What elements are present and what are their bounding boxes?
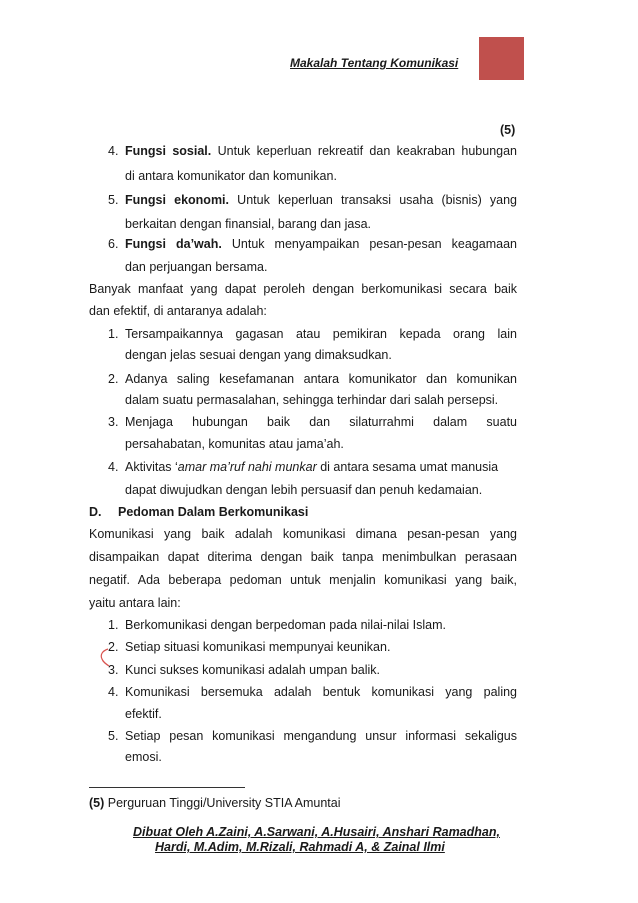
paragraph-line: dan efektif, di antaranya adalah:: [89, 304, 267, 318]
list-item-line: Setiap pesan komunikasi mengandung unsur informasi sekaligus: [125, 729, 517, 743]
list-item-line: Adanya saling kesefamanan antara komunikator dan komunikan: [125, 372, 517, 386]
list-item-line: dengan jelas sesuai dengan yang dimaksudkan.: [125, 348, 392, 362]
running-header-title: Makalah Tentang Komunikasi: [290, 56, 459, 70]
list-number: 1.: [108, 327, 119, 341]
list-item-line: di antara komunikator dan komunikan.: [125, 169, 337, 183]
footer-authors-line: Dibuat Oleh A.Zaini, A.Sarwani, A.Husairi, Anshari Ramadhan,: [133, 825, 500, 839]
list-item-line: Aktivitas ‘amar ma’ruf nahi munkar di antara sesama umat manusia: [125, 460, 499, 474]
paragraph-line: Banyak manfaat yang dapat peroleh dengan berkomunikasi secara baik: [89, 282, 517, 296]
annotation-mark-icon: [98, 647, 110, 669]
paragraph-line: yaitu antara lain:: [89, 596, 181, 610]
list-item-line: Fungsi ekonomi. Untuk keperluan transaksi usaha (bisnis) yang: [125, 193, 517, 207]
list-item-line: Menjaga hubungan baik dan silaturrahmi dalam suatu: [125, 415, 517, 429]
list-item-line: Berkomunikasi dengan berpedoman pada nilai-nilai Islam.: [125, 618, 447, 632]
list-item-line: persahabatan, komunitas atau jama’ah.: [125, 437, 344, 451]
section-label: D.: [89, 505, 102, 519]
list-item-line: dan perjuangan bersama.: [125, 260, 268, 274]
list-number: 4.: [108, 685, 119, 699]
list-number: 6.: [108, 237, 119, 251]
list-item-line: emosi.: [125, 750, 162, 764]
list-item-line: Tersampaikannya gagasan atau pemikiran kepada orang lain: [125, 327, 517, 341]
section-heading: Pedoman Dalam Berkomunikasi: [118, 505, 309, 519]
list-number: 1.: [108, 618, 119, 632]
list-number: 2.: [108, 640, 119, 654]
footnote-reference: (5): [500, 123, 516, 137]
list-number: 3.: [108, 663, 119, 677]
list-item-line: dalam suatu permasalahan, sehingga terhindar dari salah persepsi.: [125, 393, 499, 407]
list-number: 4.: [108, 460, 119, 474]
list-item-line: Fungsi sosial. Untuk keperluan rekreatif dan keakraban hubungan: [125, 144, 517, 158]
footer-authors-line: Hardi, M.Adim, M.Rizali, Rahmadi A, & Zainal Ilmi: [155, 840, 445, 854]
list-number: 4.: [108, 144, 119, 158]
list-item-line: efektif.: [125, 707, 162, 721]
list-number: 2.: [108, 372, 119, 386]
list-item-line: berkaitan dengan finansial, barang dan jasa.: [125, 217, 372, 231]
footnote-separator: [89, 787, 245, 788]
paragraph-line: disampaikan dapat diterima dengan baik tanpa menimbulkan perasaan: [89, 550, 517, 564]
footnote: (5) Perguruan Tinggi/University STIA Amuntai: [89, 796, 341, 810]
list-item-line: dapat diwujudkan dengan lebih persuasif dan penuh kedamaian.: [125, 483, 483, 497]
list-item-line: Fungsi da’wah. Untuk menyampaikan pesan-pesan keagamaan: [125, 237, 517, 251]
paragraph-line: negatif. Ada beberapa pedoman untuk menjalin komunikasi yang baik,: [89, 573, 517, 587]
list-item-line: Setiap situasi komunikasi mempunyai keunikan.: [125, 640, 391, 654]
list-number: 5.: [108, 193, 119, 207]
paragraph-line: Komunikasi yang baik adalah komunikasi dimana pesan-pesan yang: [89, 527, 517, 541]
list-item-line: Komunikasi bersemuka adalah bentuk komunikasi yang paling: [125, 685, 517, 699]
list-item-line: Kunci sukses komunikasi adalah umpan balik.: [125, 663, 380, 677]
list-number: 5.: [108, 729, 119, 743]
list-number: 3.: [108, 415, 119, 429]
header-accent-block: [479, 37, 524, 80]
